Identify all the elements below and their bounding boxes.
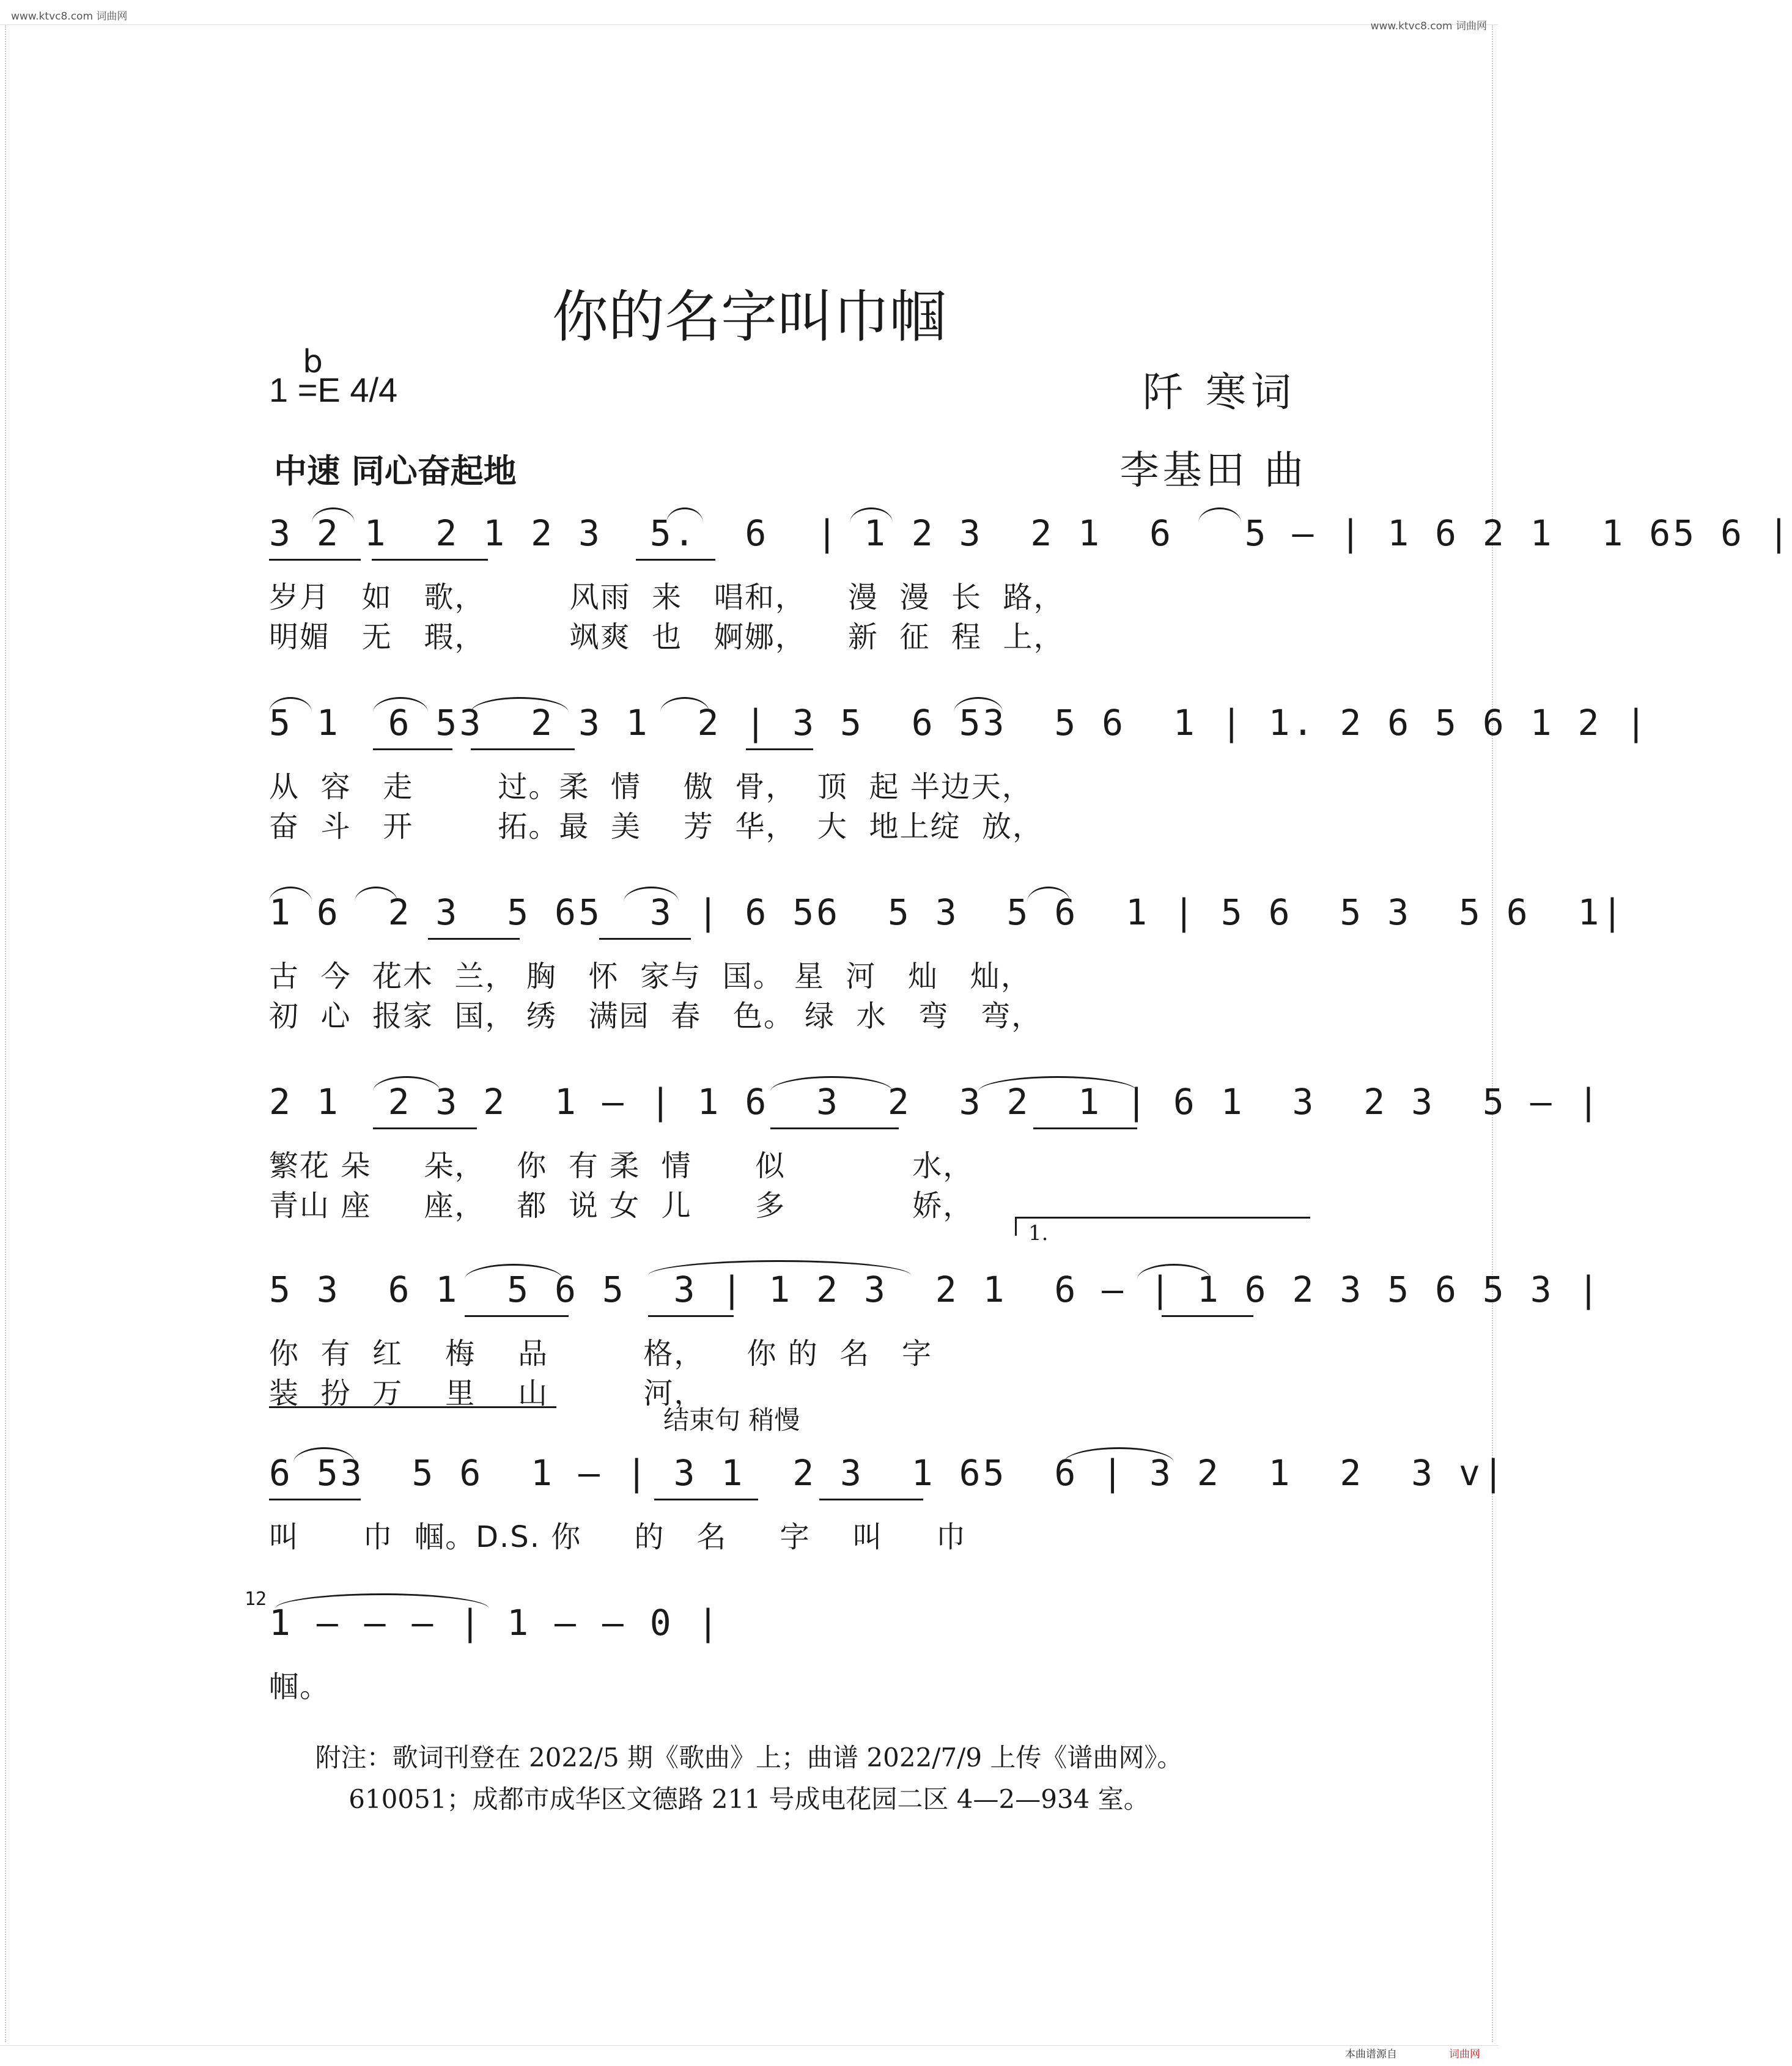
slur (1064, 1447, 1174, 1463)
site-watermark-left[interactable]: www.ktvc8.com 词曲网 (11, 10, 128, 23)
beam (1033, 1127, 1137, 1129)
beam (373, 748, 452, 750)
footer-site-link[interactable]: 词曲网 (1449, 2048, 1480, 2060)
top-rule (0, 24, 1498, 25)
notation-line-3: 1 6 2 3 5 65 3 | 6 56 5 3 5 6 1 | 5 6 5 3 5 6 1| (269, 891, 1626, 933)
first-ending-label: 1. (1028, 1221, 1049, 1245)
lyrics-verse-1: 叫 巾 帼。D.S. 你 的 名 字 叫 巾 (269, 1520, 967, 1554)
composer: 李基田 曲 (1119, 448, 1307, 493)
tempo-marking: 中速 同心奋起地 (274, 452, 517, 490)
notation-line-2: 5 1 6 53 2 3 1 2 | 3 5 6 53 5 6 1 | 1. 2 6 5 6 1 2 | (269, 702, 1650, 743)
slur (355, 887, 397, 902)
slur (471, 697, 569, 712)
beam (428, 938, 520, 940)
slur (648, 1260, 911, 1275)
notation-line-6: 6 53 5 6 1 — | 3 1 2 3 1 65 6 | 3 2 1 2 3 v| (269, 1452, 1506, 1494)
slur (978, 1076, 1137, 1091)
beam (465, 1315, 569, 1317)
slur (660, 697, 709, 712)
slur (293, 1447, 355, 1463)
site-watermark-right[interactable]: www.ktvc8.com 词曲网 (1370, 20, 1487, 32)
beam (599, 938, 691, 940)
ending-instruction: 结束句 稍慢 (663, 1405, 800, 1435)
beam (1162, 1315, 1253, 1317)
lyrics-verse-2: 奋 斗 开 拓。最 美 芳 华， 大 地上绽 放， (269, 810, 1043, 844)
beam (648, 1315, 734, 1317)
lyrics-verse-1: 繁花 朵 朵， 你 有 柔 情 似 水， (269, 1149, 974, 1183)
flat-sign: b (303, 344, 323, 380)
lyrics-verse-2: 装 扮 万 里 山 河， (269, 1376, 705, 1411)
beam (373, 1127, 477, 1129)
slur (269, 887, 312, 902)
notation-line-5: 5 3 6 1 5 6 5 3 | 1 2 3 2 1 6 — | 1 6 2 3 5 6 5 3 | (269, 1269, 1602, 1310)
beam (636, 559, 715, 561)
beam (770, 1127, 899, 1129)
slur (624, 887, 679, 902)
lyricist: 阡 寒词 (1143, 369, 1296, 416)
slur (954, 697, 1003, 712)
song-title: 你的名字叫巾帼 (551, 284, 946, 350)
slur (312, 507, 355, 523)
slur (373, 1076, 440, 1091)
beam (819, 1499, 923, 1500)
beam (372, 559, 488, 561)
footnote-line-2: 610051；成都市成华区文德路 211 号成电花园二区 4—2—934 室。 (348, 1784, 1149, 1814)
beam (269, 1499, 361, 1500)
bottom-rule (0, 2045, 1498, 2046)
beam (654, 1499, 758, 1500)
beam (269, 559, 361, 561)
first-ending-bracket (1015, 1217, 1310, 1236)
footnote-line-1: 附注：歌词刊登在 2022/5 期《歌曲》上；曲谱 2022/7/9 上传《谱曲网》。 (315, 1743, 1183, 1773)
footer-source-label: 本曲谱源自 (1345, 2048, 1397, 2060)
lyrics-verse-2: 青山 座 座， 都 说 女 儿 多 娇， (269, 1189, 974, 1223)
beam (471, 748, 575, 750)
lyrics-verse-2: 初 心 报家 国， 绣 满园 春 色。 绿 水 弯 弯， (269, 999, 1042, 1033)
lyrics-verse-2: 明媚 无 瑕， 飒爽 也 婀娜， 新 征 程 上， (269, 620, 1064, 654)
notation-line-4: 2 1 2 3 2 1 — | 1 6 3 2 3 2 1 | 6 1 3 2 3 5 — | (269, 1081, 1602, 1123)
slur (1137, 1264, 1211, 1279)
slur (1027, 887, 1070, 902)
lyrics-verse-1: 你 有 红 梅 品 格， 你 的 名 字 (269, 1337, 932, 1371)
verse-divider (269, 1406, 556, 1408)
beam (746, 748, 813, 750)
slur (850, 507, 893, 523)
slur (666, 507, 703, 523)
tie (275, 1593, 489, 1609)
grace-notes: 12 (245, 1588, 267, 1610)
slur (770, 1076, 893, 1091)
lyrics-verse-1: 岁月 如 歌， 风雨 来 唱和， 漫 漫 长 路， (269, 580, 1064, 614)
notation-line-1: 3 2 1 2 1 2 3 5. 6 | 1 2 3 2 1 6 5 — | 1 6 2 1 1 65 6 | (269, 512, 1792, 554)
lyrics-verse-1: 帼。 (269, 1670, 331, 1704)
key-signature: 1 =E 4/4 (269, 371, 398, 409)
slur (373, 697, 428, 712)
slur (269, 697, 312, 712)
notation-line-7: 1 — — — | 1 — — 0 | (269, 1602, 721, 1644)
lyrics-verse-1: 从 容 走 过。柔 情 傲 骨， 顶 起 半边天， (269, 770, 1033, 804)
slur (1198, 507, 1241, 523)
lyrics-verse-1: 古 今 花木 兰， 胸 怀 家与 国。 星 河 灿 灿， (269, 959, 1031, 994)
slur (465, 1264, 562, 1279)
